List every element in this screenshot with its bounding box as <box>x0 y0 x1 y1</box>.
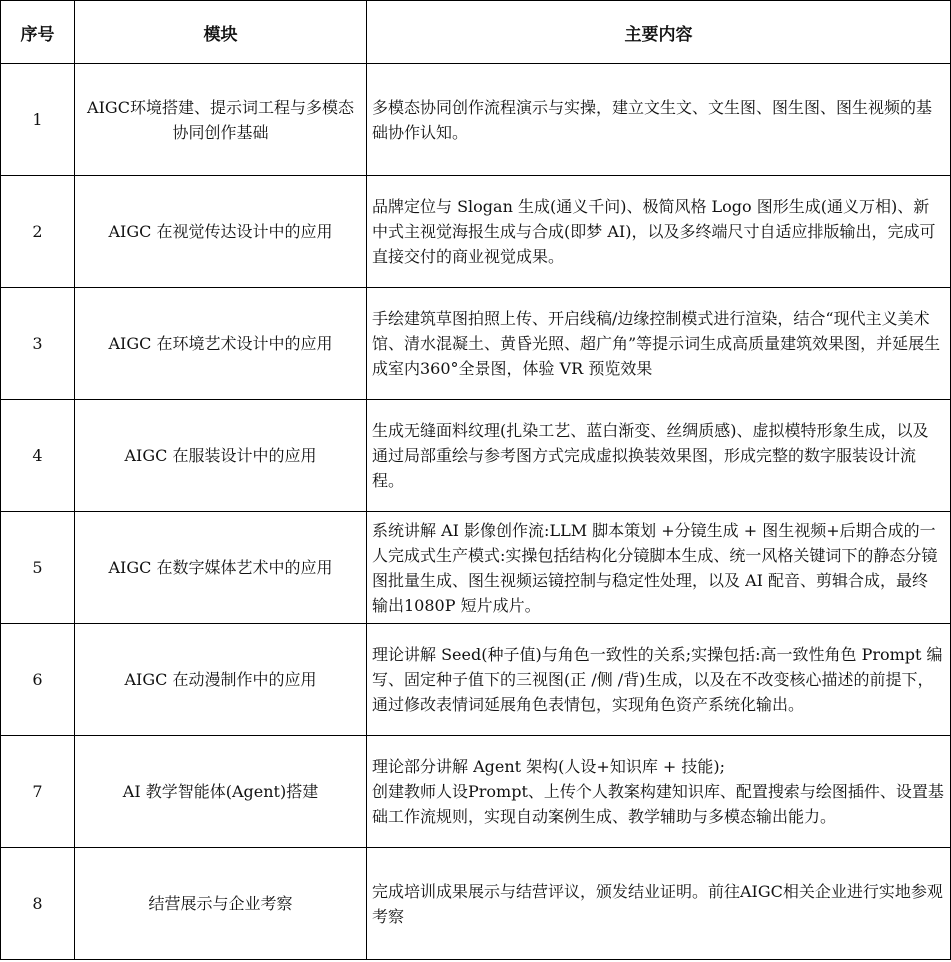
row-module: 结营展示与企业考察 <box>75 848 367 960</box>
row-content-line: 创建教师人设Prompt、上传个人教案构建知识库、配置搜索与绘图插件、设置基础工作流规则，实现自动案例生成、教学辅助与多模态输出能力。 <box>372 782 944 826</box>
table-row <box>1 64 951 176</box>
row-number: 1 <box>1 64 75 176</box>
row-number: 7 <box>1 736 75 848</box>
table-row <box>1 176 951 288</box>
row-module: AIGC 在视觉传达设计中的应用 <box>75 176 367 288</box>
table-header-row <box>1 1 951 64</box>
row-module: AIGC 在服装设计中的应用 <box>75 400 367 512</box>
row-number: 2 <box>1 176 75 288</box>
row-content: 手绘建筑草图拍照上传、开启线稿/边缘控制模式进行渲染，结合“现代主义美术馆、清水混凝土、黄昏光照、超广角”等提示词生成高质量建筑效果图，并延展生成室内360°全景图，体验 VR 预览效果 <box>367 288 951 400</box>
row-content: 品牌定位与 Slogan 生成(通义千问)、极简风格 Logo 图形生成(通义万相)、新中式主视觉海报生成与合成(即梦 AI)，以及多终端尺寸自适应排版输出，完成可直接交付的商业视觉成果。 <box>367 176 951 288</box>
row-number: 8 <box>1 848 75 960</box>
row-number: 5 <box>1 512 75 624</box>
row-content: 理论讲解 Seed(种子值)与角色一致性的关系;实操包括:高一致性角色 Prompt 编写、固定种子值下的三视图(正 /侧 /背)生成，以及在不改变核心描述的前提下，通过修改表情词延展角色表情包，实现角色资产系统化输出。 <box>367 624 951 736</box>
table-row <box>1 624 951 736</box>
row-content <box>367 736 951 848</box>
header-number: 序号 <box>1 1 75 64</box>
row-number: 6 <box>1 624 75 736</box>
row-module: AIGC环境搭建、提示词工程与多模态协同创作基础 <box>75 64 367 176</box>
row-number: 4 <box>1 400 75 512</box>
row-content-line: 理论部分讲解 Agent 架构(人设+知识库 + 技能); <box>372 757 726 776</box>
row-module: AI 教学智能体(Agent)搭建 <box>75 736 367 848</box>
row-module: AIGC 在动漫制作中的应用 <box>75 624 367 736</box>
table-row <box>1 512 951 624</box>
table-row <box>1 288 951 400</box>
table-row <box>1 400 951 512</box>
row-content: 完成培训成果展示与结营评议，颁发结业证明。前往AIGC相关企业进行实地参观考察 <box>367 848 951 960</box>
row-module: AIGC 在环境艺术设计中的应用 <box>75 288 367 400</box>
header-module: 模块 <box>75 1 367 64</box>
row-content: 多模态协同创作流程演示与实操，建立文生文、文生图、图生图、图生视频的基础协作认知。 <box>367 64 951 176</box>
header-content: 主要内容 <box>367 1 951 64</box>
row-number: 3 <box>1 288 75 400</box>
row-content: 系统讲解 AI 影像创作流:LLM 脚本策划 +分镜生成 + 图生视频+后期合成的一人完成式生产模式:实操包括结构化分镜脚本生成、统一风格关键词下的静态分镜图批量生成、图生视频运镜控制与稳定性处理，以及 AI 配音、剪辑合成，最终输出1080P 短片成片。 <box>367 512 951 624</box>
table-row <box>1 848 951 960</box>
table-row <box>1 736 951 848</box>
row-content: 生成无缝面料纹理(扎染工艺、蓝白渐变、丝绸质感)、虚拟模特形象生成，以及通过局部重绘与参考图方式完成虚拟换装效果图，形成完整的数字服装设计流程。 <box>367 400 951 512</box>
row-module: AIGC 在数字媒体艺术中的应用 <box>75 512 367 624</box>
